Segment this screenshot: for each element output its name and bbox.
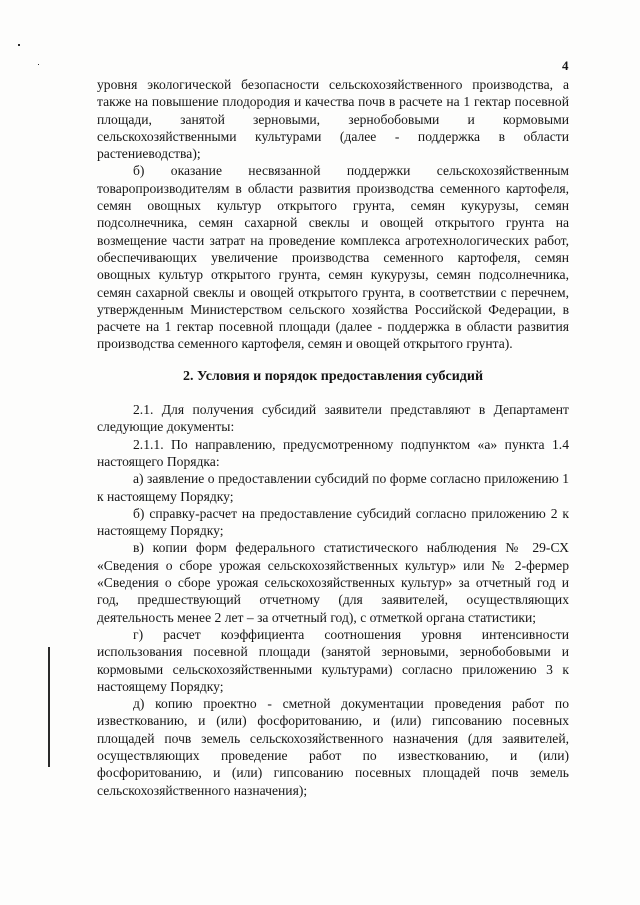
scan-mark-left-bar [48, 647, 50, 767]
paragraph-item-d: д) копию проектно - сметной документации проведения работ по известкованию, и (или) фосфоритованию, и (или) гипсованию посевных площадей почв земель сельскохозяйственного назначения (для заявителей, осуществляющих проведение работ по известкованию, и (или) фосфоритованию, и (или) гипсованию посевных площадей почв земель сельскохозяйственного назначения); [97, 696, 569, 798]
paragraph-2-1-1: 2.1.1. По направлению, предусмотренному подпунктом «а» пункта 1.4 настоящего Порядка: [97, 436, 569, 469]
paragraph-item-b: б) оказание несвязанной поддержки сельскохозяйственным товаропроизводителям в области развития производства семенного картофеля, семян овощных культур открытого грунта, семян кукурузы, семян подсолнечника, семян сахарной свеклы и овощей открытого грунта на возмещение части затрат на проведение комплекса агротехнологических работ, обеспечивающих увеличение производства семенного картофеля, семян овощных культур открытого грунта, семян кукурузы, семян подсолнечника, семян сахарной свеклы и овощей открытого грунта, в соответствии с перечнем, утвержденным Министерством сельского хозяйства Российской Федерации, в расчете на 1 гектар посевной площади (далее - поддержка в области развития производства семенного картофеля, семян и овощей открытого грунта). [97, 163, 569, 352]
paragraph-item-a: а) заявление о предоставлении субсидий по форме согласно приложению 1 к настоящему Порядку; [97, 471, 569, 504]
paragraph-item-v: в) копии форм федерального статистического наблюдения № 29-СХ «Сведения о сборе урожая сельскохозяйственных культур» или № 2-фермер «Сведения о сборе урожая сельскохозяйственных культур» за отчетный год и год, предшествующий отчетному (для заявителей, осуществляющих деятельность менее 2 лет – за отчетный год), с отметкой органа статистики; [97, 540, 569, 625]
page-number: 4 [562, 58, 569, 73]
section-heading: 2. Условия и порядок предоставления субсидий [182, 368, 484, 384]
paragraph-item-b-spravka: б) справку-расчет на предоставление субсидий согласно приложению 2 к настоящему Порядку; [97, 505, 569, 539]
scan-mark-dot [38, 64, 39, 65]
document-body [97, 76, 569, 799]
paragraph-item-g: г) расчет коэффициента соотношения уровня интенсивности использования посевной площади (занятой зерновыми, зернобобовыми и кормовыми сельскохозяйственными культурами) согласно приложению 3 к настоящему Порядку; [97, 626, 569, 694]
scan-mark-top [18, 44, 20, 46]
paragraph-continuation: уровня экологической безопасности сельскохозяйственного производства, а также на повышение плодородия и качества почв в расчете на 1 гектар посевной площади, занятой зерновыми, зернобобовыми и кормовыми сельскохозяйственными культурами (далее - поддержка в области растениеводства); [97, 77, 569, 162]
paragraph-2-1: 2.1. Для получения субсидий заявители представляют в Департамент следующие документы: [97, 402, 569, 435]
